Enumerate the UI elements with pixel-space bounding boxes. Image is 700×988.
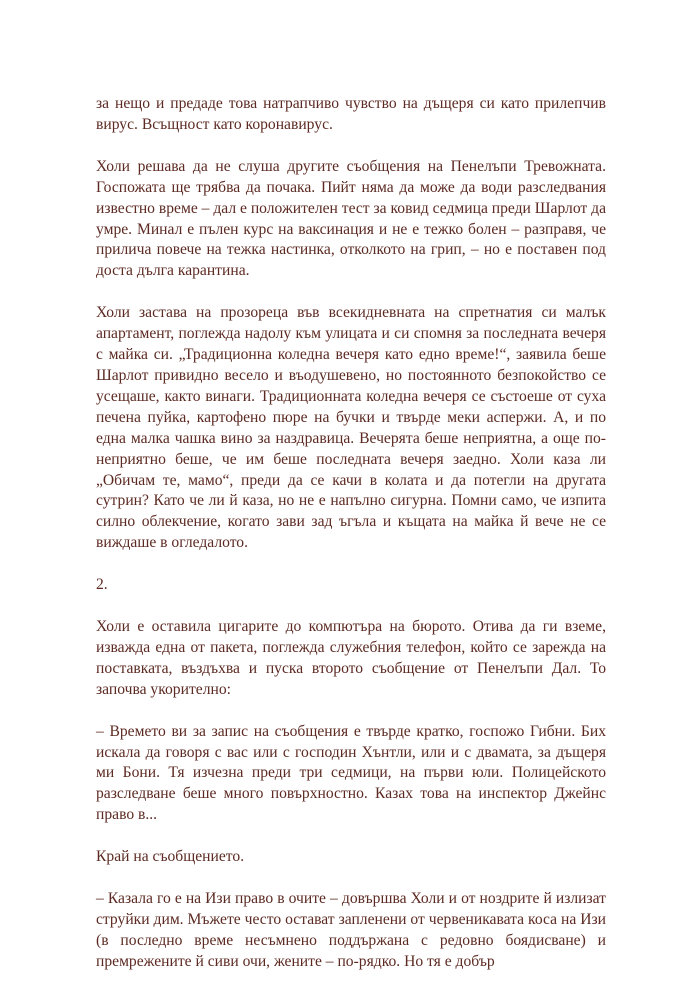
document-page xyxy=(96,94,606,973)
paragraph-1: за нещо и предаде това натрапчиво чувство на дъщеря си като прилепчив вирус. Всъщност като коронавирус. xyxy=(96,95,606,133)
paragraph-5: – Времето ви за запис на съобщения е твърде кратко, госпожо Гибни. Бих искала да говоря с вас или с господин Хънтли, или и с двамата, за дъщеря ми Бони. Тя изчезна преди три седмици, на първи юли. Полицейското разследване беше много повърхностно. Казах това на инспектор Джейнс право в... xyxy=(96,722,606,824)
chapter-number: 2. xyxy=(96,576,108,594)
paragraph-7: – Казала го е на Изи право в очите – довършва Холи и от ноздрите й излизат струйки дим. Мъжете често остават запленени от червеникавата коса на Изи (в последно време несъмнено поддържана с редовно боядисване) и премрежените й сиви очи, жените – по-рядко. Но тя е добър xyxy=(96,890,606,970)
paragraph-2: Холи решава да не слуша другите съобщения на Пенелъпи Тревожната. Госпожата ще трябва да почака. Пийт няма да може да води разследвания известно време – дал е положителен тест за ковид седмица преди Шарлот да умре. Минал е пълен курс на ваксинация и не е тежко болен – разправя, че прилича повече на тежка настинка, отколкото на грип, – но е поставен под доста дълга карантина. xyxy=(96,157,606,280)
paragraph-3: Холи застава на прозореца във всекидневната на спретнатия си малък апартамент, поглежда надолу към улицата и си спомня за последната вечеря с майка си. „Традиционна коледна вечеря като едно време!“, заявила беше Шарлот привидно весело и въодушевено, но постоянното безпокойство се усещаше, както винаги. Традиционната коледна вечеря се състоеше от суха печена пуйка, картофено пюре на бучки и твърде меки аспержи. А, и по една малка чашка вино за наздравица. Вечерята беше неприятна, а още по-неприятно беше, че им беше последната вечеря заедно. Холи каза ли „Обичам те, мамо“, преди да се качи в колата и да потегли на другата сутрин? Като че ли й каза, но не е напълно сигурна. Помни само, че изпита силно облекчение, когато зави зад ъгъла и къщата на майка й вече не се виждаше в огледалото. xyxy=(96,304,606,552)
paragraph-6: Край на съобщението. xyxy=(96,848,245,866)
paragraph-4: Холи е оставила цигарите до компютъра на бюрото. Отива да ги вземе, изважда една от пакета, поглежда служебния телефон, който се зарежда на поставката, въздъхва и пуска второто съобщение от Пенелъпи Дал. То започва укорително: xyxy=(96,618,606,698)
